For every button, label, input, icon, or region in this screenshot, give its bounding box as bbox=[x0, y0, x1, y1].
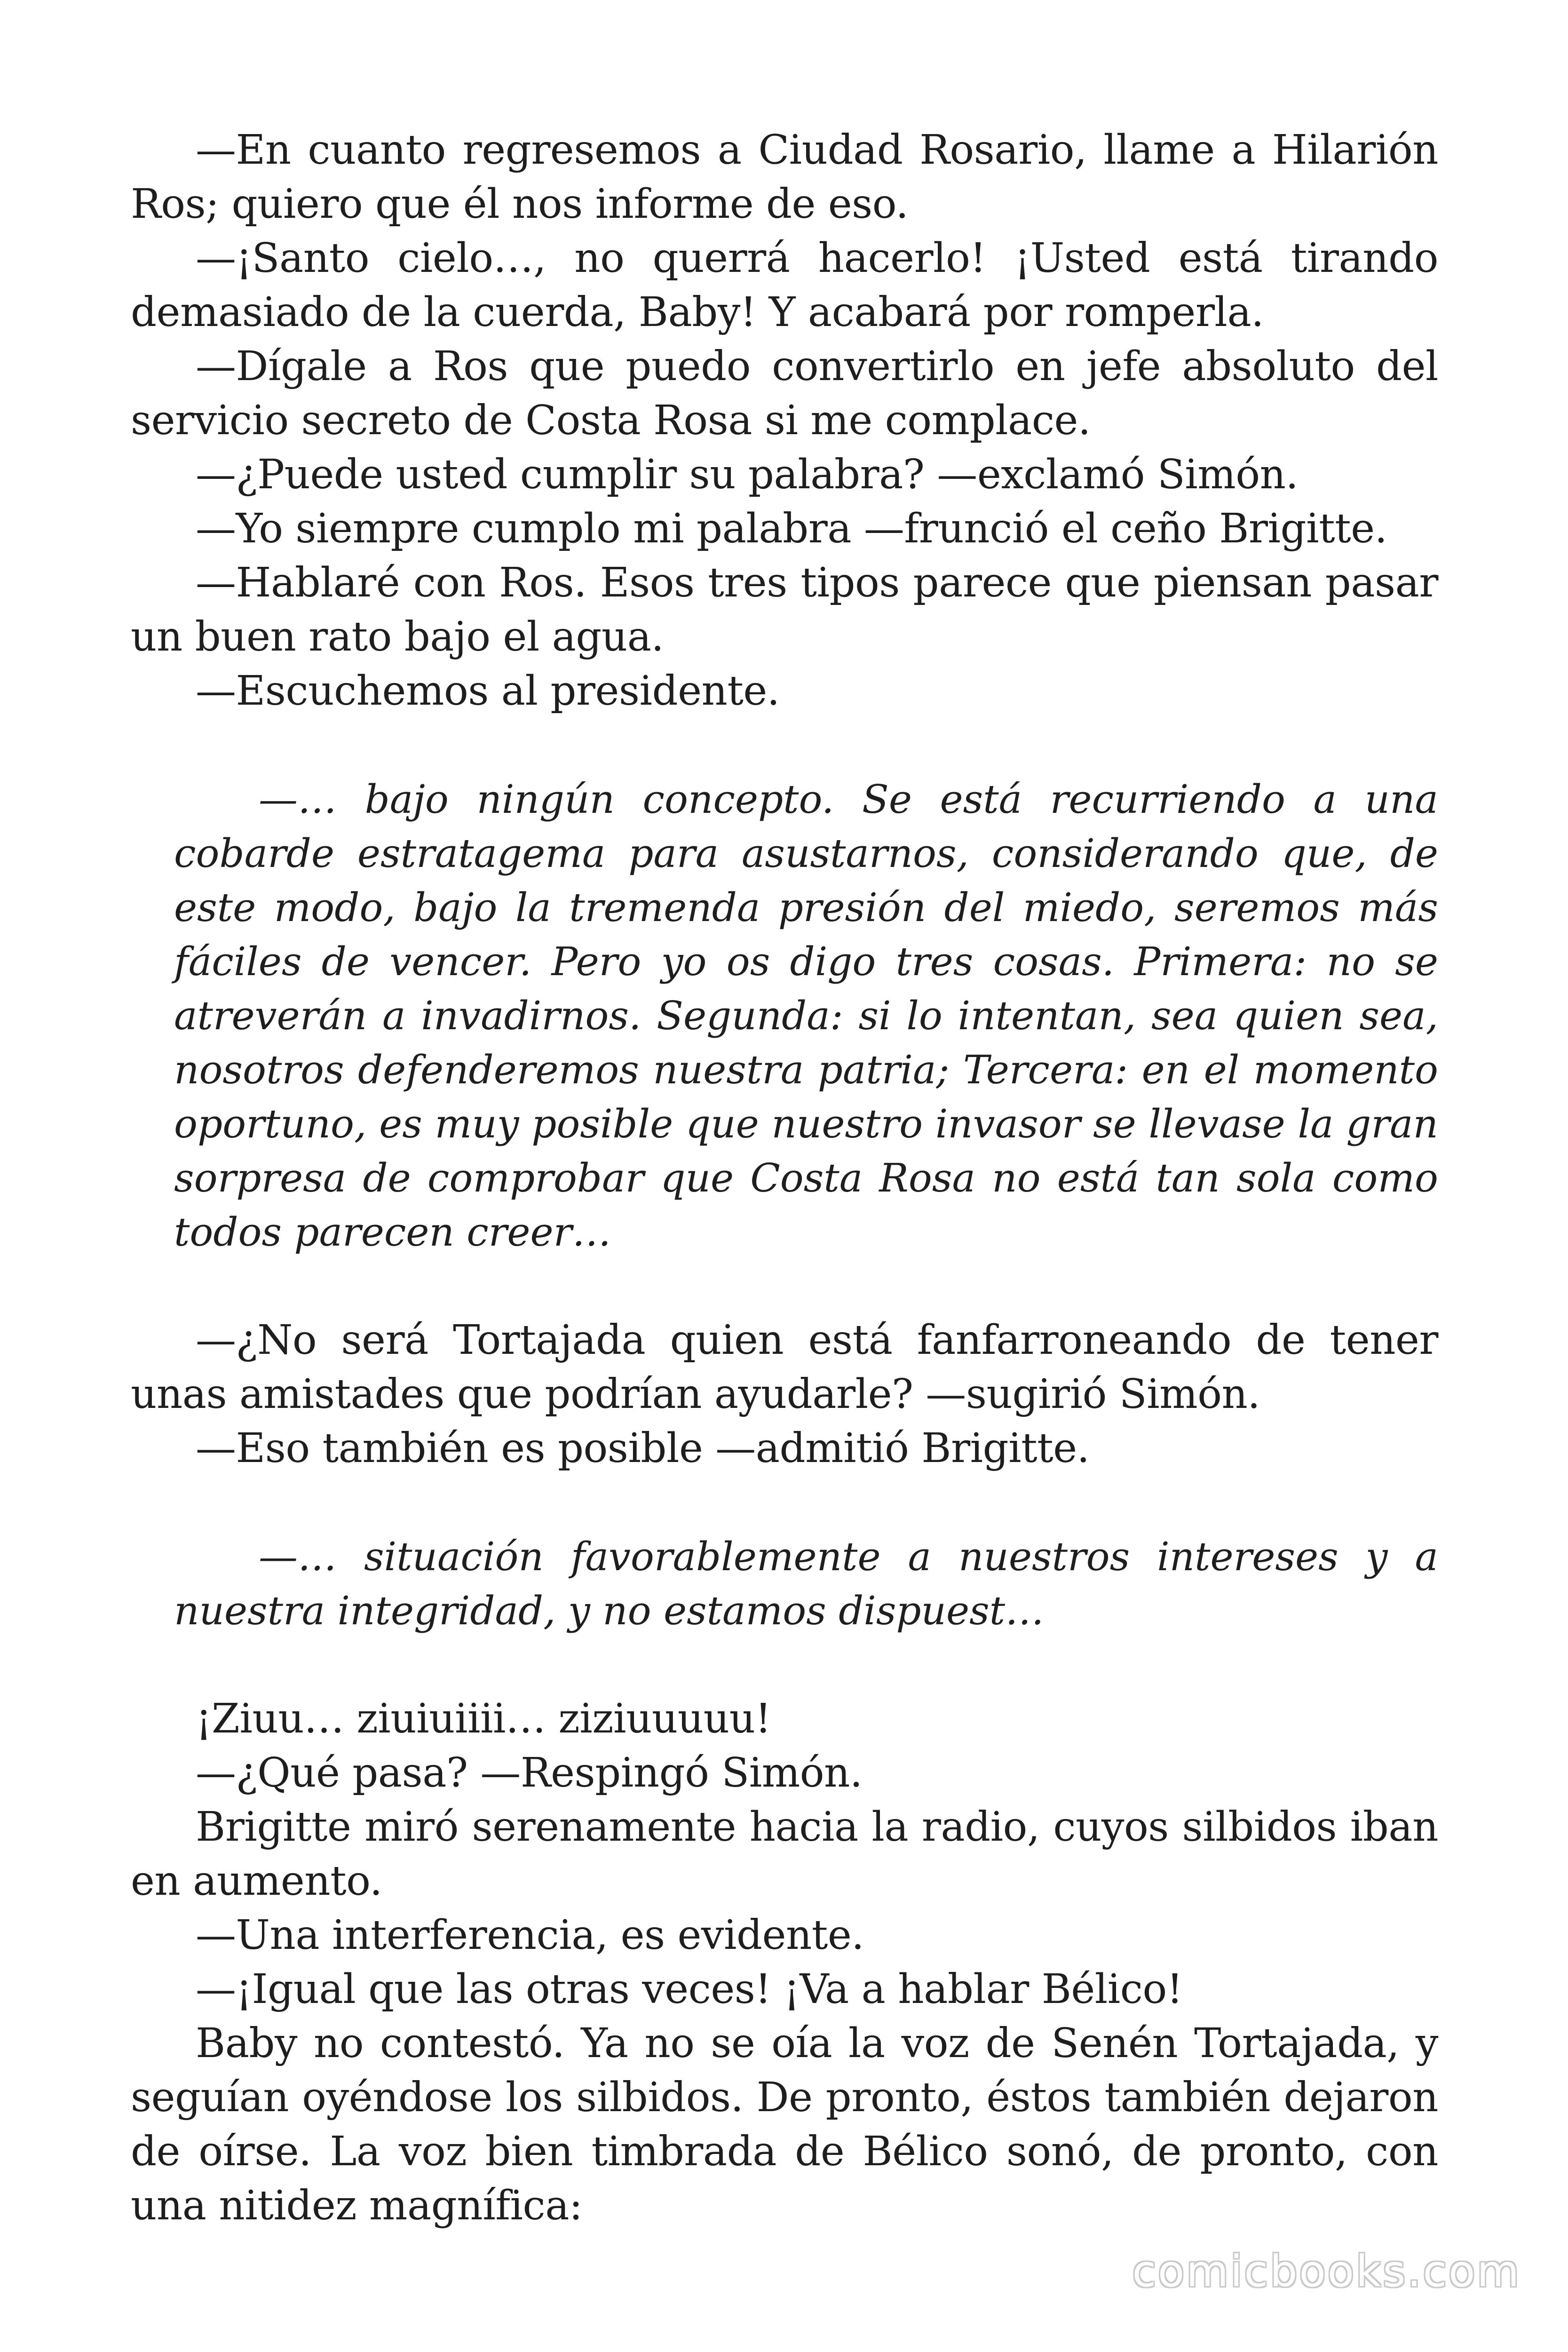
paragraph: Brigitte miró serenamente hacia la radio, cuyos silbidos iban en aumento. bbox=[131, 1804, 1438, 1905]
paragraph: —¿No será Tortajada quien está fanfarroneando de tener unas amistades que podrían ayudarle? —sugirió Simón. bbox=[131, 1317, 1438, 1418]
paragraph: —¿Qué pasa? —Respingó Simón. bbox=[196, 1749, 863, 1796]
book-page bbox=[131, 123, 1438, 2233]
paragraph: —¿Puede usted cumplir su palabra? —exclamó Simón. bbox=[196, 451, 1299, 498]
quoted-paragraph: —… bajo ningún concepto. Se está recurriendo a una cobarde estratagema para asustarnos, considerando que, de este modo, bajo la tremenda presión del miedo, seremos más fáciles de vencer. Pero yo os digo tres cosas. Primera: no se atreverán a invadirnos. Segunda: si lo intentan, sea quien sea, nosotros defenderemos nuestra patria; Tercera: en el momento oportuno, es muy posible que nuestro invasor se llevase la gran sorpresa de comprobar que Costa Rosa no está tan sola como todos parecen creer… bbox=[174, 777, 1438, 1255]
dialogue-block-2 bbox=[131, 1313, 1438, 1476]
quoted-paragraph: —… situación favorablemente a nuestros intereses y a nuestra integridad, y no estamos dispuest… bbox=[174, 1534, 1438, 1634]
radio-speech-quote-2 bbox=[174, 1530, 1438, 1638]
radio-speech-quote-1 bbox=[174, 772, 1438, 1259]
paragraph: —Una interferencia, es evidente. bbox=[196, 1912, 864, 1959]
paragraph: ¡Ziuu… ziuiuiiii… ziziuuuuu! bbox=[196, 1695, 771, 1742]
paragraph: —Dígale a Ros que puedo convertirlo en jefe absoluto del servicio secreto de Costa Rosa si me complace. bbox=[131, 343, 1438, 444]
paragraph: Baby no contestó. Ya no se oía la voz de Senén Tortajada, y seguían oyéndose los silbidos. De pronto, éstos también dejaron de oírse. La voz bien timbrada de Bélico sonó, de pronto, con una nitidez magnífica: bbox=[131, 2020, 1438, 2229]
paragraph: —Yo siempre cumplo mi palabra —frunció el ceño Brigitte. bbox=[196, 505, 1387, 552]
dialogue-block-3 bbox=[131, 1692, 1438, 2233]
dialogue-block-1 bbox=[131, 123, 1438, 718]
paragraph: —Escuchemos al presidente. bbox=[196, 667, 780, 715]
paragraph: —Hablaré con Ros. Esos tres tipos parece que piensan pasar un buen rato bajo el agua. bbox=[131, 559, 1438, 660]
paragraph: —¡Igual que las otras veces! ¡Va a hablar Bélico! bbox=[196, 1966, 1183, 2013]
paragraph: —Eso también es posible —admitió Brigitte. bbox=[196, 1425, 1090, 1472]
paragraph: —En cuanto regresemos a Ciudad Rosario, llame a Hilarión Ros; quiero que él nos informe de eso. bbox=[131, 127, 1438, 228]
watermark: comicbooks.com bbox=[1132, 2246, 1521, 2296]
paragraph: —¡Santo cielo…, no querrá hacerlo! ¡Usted está tirando demasiado de la cuerda, Baby! Y acabará por romperla. bbox=[131, 235, 1438, 336]
